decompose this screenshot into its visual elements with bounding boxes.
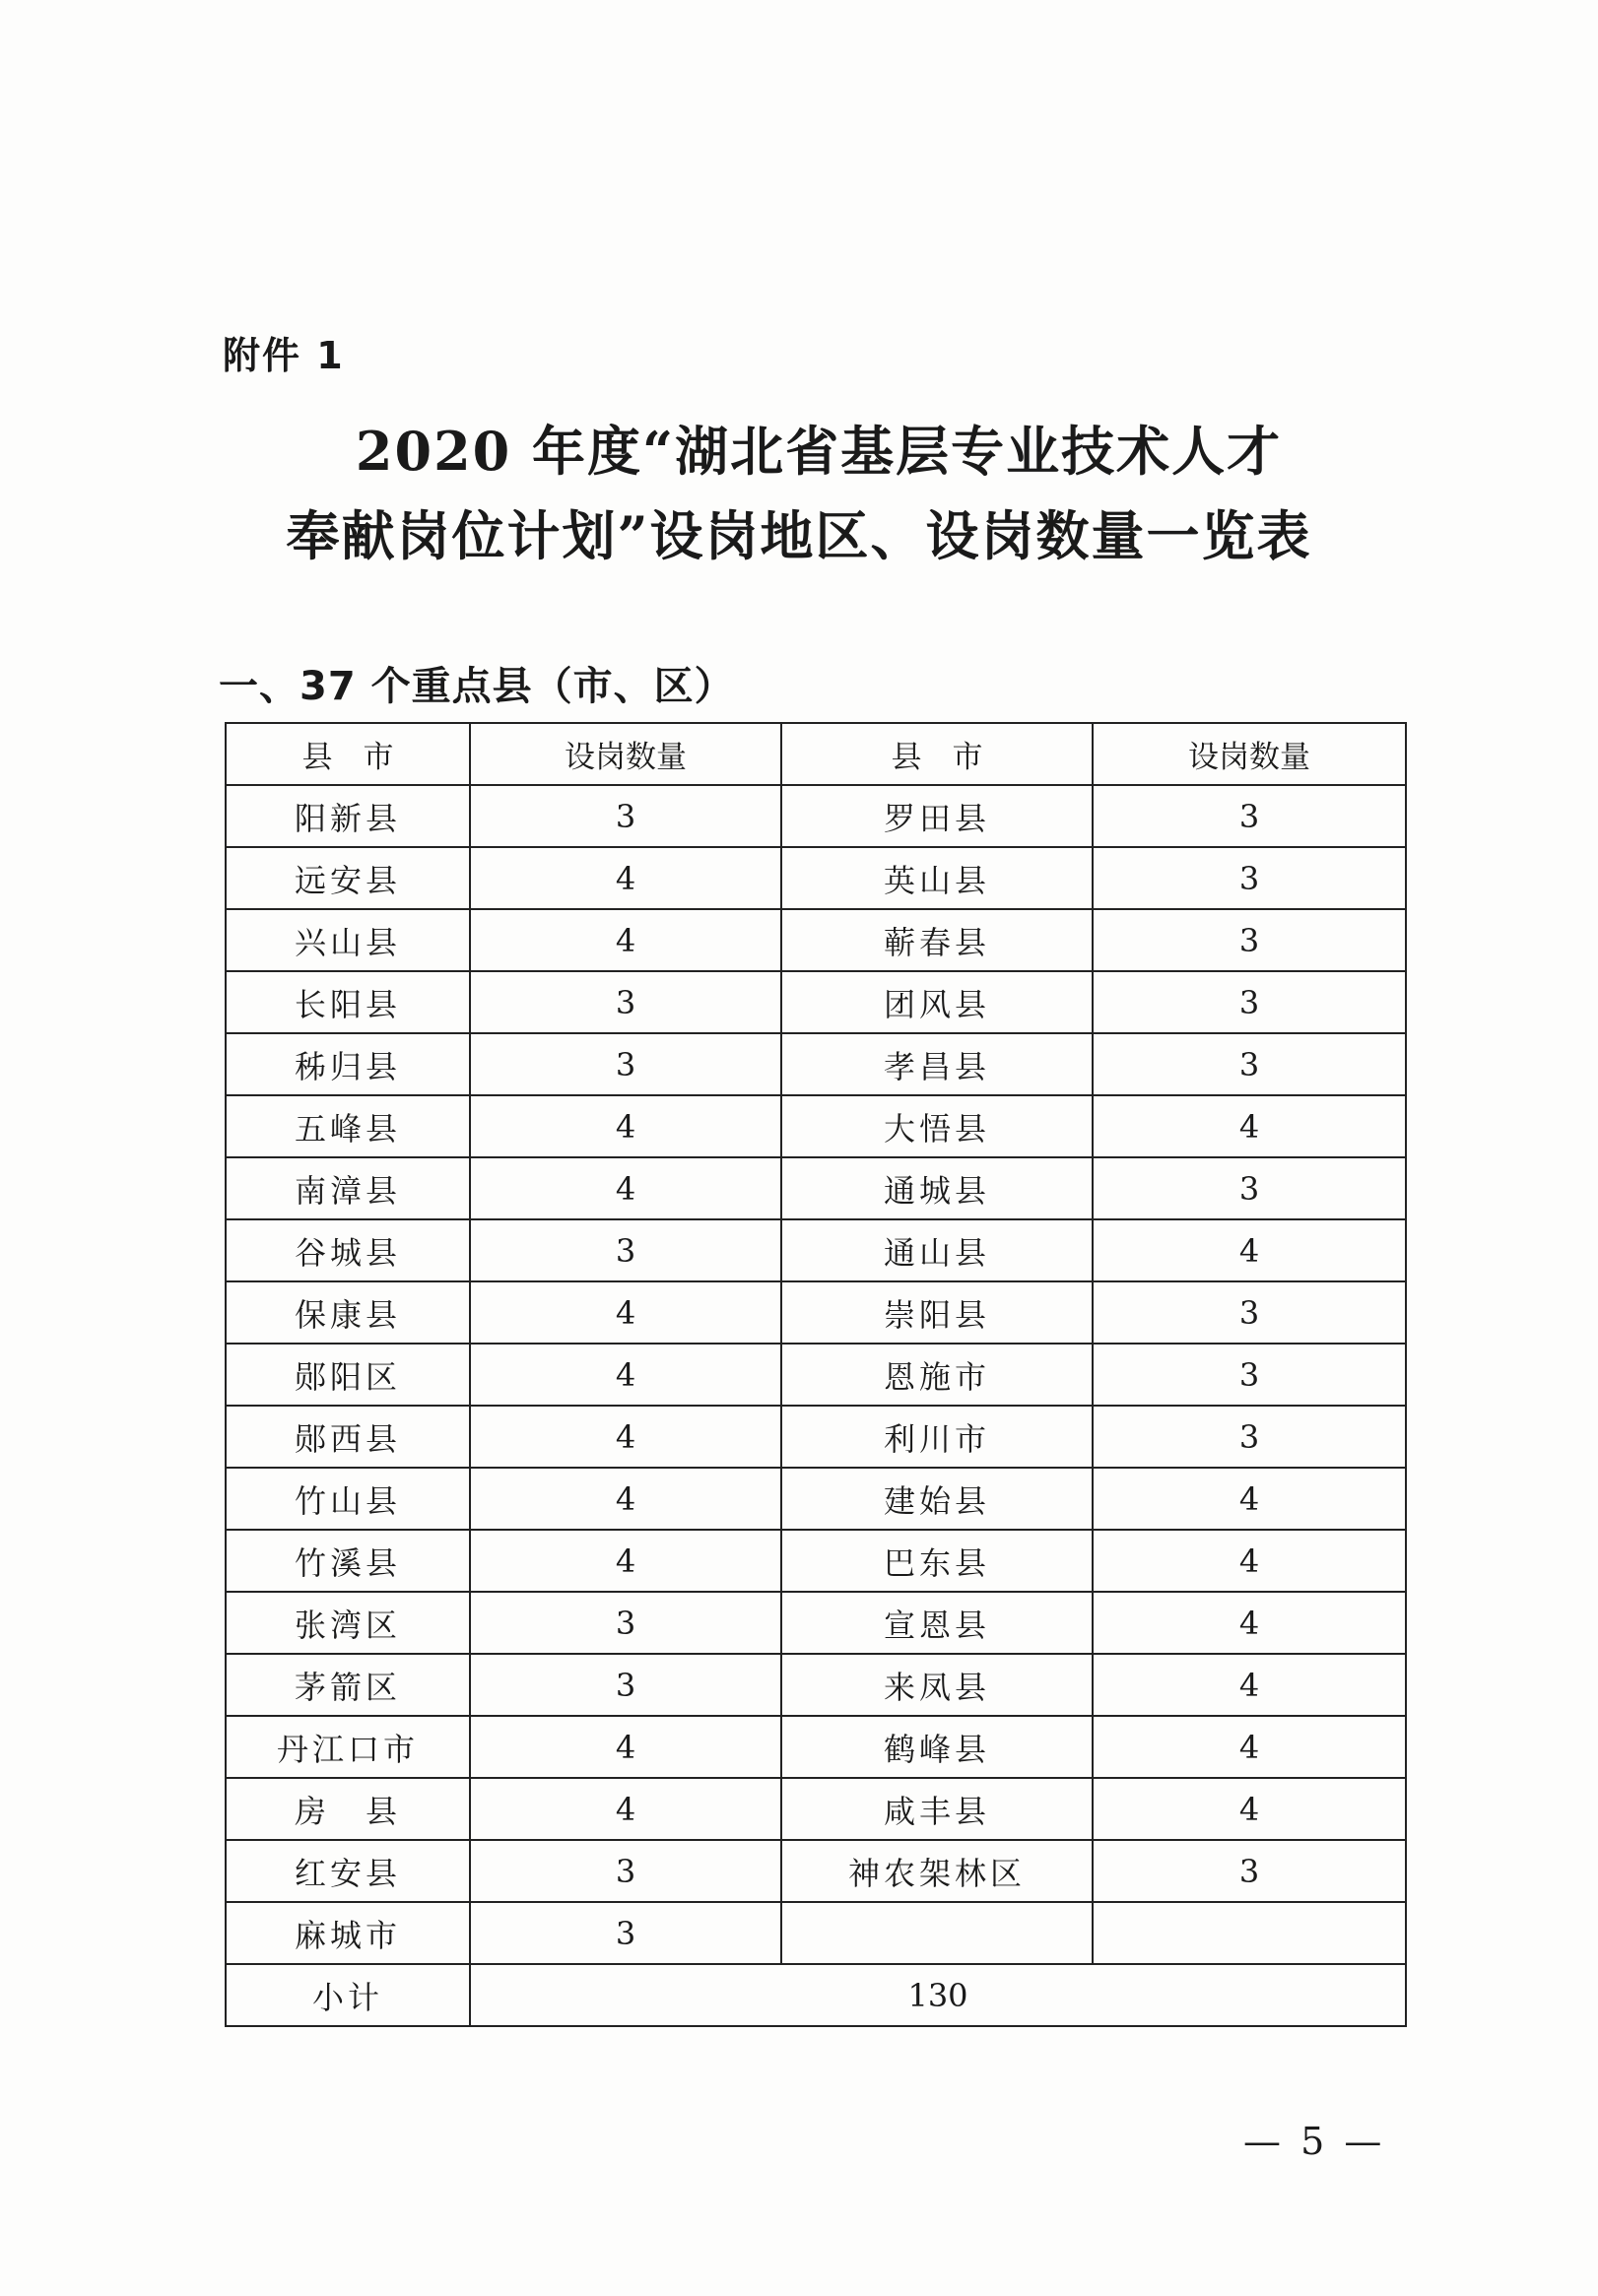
table-row [226, 1778, 1406, 1840]
county-left-cell: 竹山县 [226, 1468, 470, 1530]
quantity-left-cell: 4 [470, 1406, 781, 1468]
quantity-left-cell: 3 [470, 1592, 781, 1654]
county-right-cell: 罗田县 [781, 785, 1093, 847]
quantity-left-cell: 4 [470, 1778, 781, 1840]
county-left-cell: 兴山县 [226, 909, 470, 971]
county-right-cell: 宣恩县 [781, 1592, 1093, 1654]
quantity-left-cell: 3 [470, 1033, 781, 1095]
quantity-left-cell: 4 [470, 1095, 781, 1157]
table-row [226, 1344, 1406, 1406]
table-row [226, 1530, 1406, 1592]
quantity-right-cell: 3 [1093, 785, 1406, 847]
county-right-cell: 大悟县 [781, 1095, 1093, 1157]
quantity-right-cell: 3 [1093, 1406, 1406, 1468]
county-left-cell: 麻城市 [226, 1902, 470, 1964]
county-left-cell: 红安县 [226, 1840, 470, 1902]
quantity-right-cell: 3 [1093, 1840, 1406, 1902]
quantity-right-cell: 3 [1093, 971, 1406, 1033]
county-left-cell: 阳新县 [226, 785, 470, 847]
county-left-cell: 保康县 [226, 1281, 470, 1344]
header-county-right: 县 市 [781, 723, 1093, 785]
table-row [226, 1902, 1406, 1964]
quantity-left-cell: 3 [470, 1219, 781, 1281]
quantity-left-cell: 4 [470, 1157, 781, 1219]
positions-table [225, 722, 1407, 2027]
quantity-left-cell: 4 [470, 909, 781, 971]
table-row [226, 1468, 1406, 1530]
quantity-right-cell: 4 [1093, 1095, 1406, 1157]
quantity-right-cell: 3 [1093, 1344, 1406, 1406]
table-row [226, 785, 1406, 847]
table-row [226, 1219, 1406, 1281]
header-quantity-left: 设岗数量 [470, 723, 781, 785]
county-left-cell: 郧西县 [226, 1406, 470, 1468]
county-left-cell: 谷城县 [226, 1219, 470, 1281]
attachment-label: 附件 1 [223, 334, 345, 377]
quantity-left-cell: 4 [470, 1468, 781, 1530]
subtotal-row [226, 1964, 1406, 2026]
table-body [226, 723, 1406, 2026]
quantity-right-cell: 4 [1093, 1468, 1406, 1530]
quantity-left-cell: 4 [470, 1281, 781, 1344]
county-right-cell: 英山县 [781, 847, 1093, 909]
county-right-cell: 咸丰县 [781, 1778, 1093, 1840]
table-row [226, 1840, 1406, 1902]
quantity-right-cell: 4 [1093, 1592, 1406, 1654]
county-left-cell: 五峰县 [226, 1095, 470, 1157]
table-row [226, 1033, 1406, 1095]
table-row [226, 1157, 1406, 1219]
county-right-cell: 恩施市 [781, 1344, 1093, 1406]
county-left-cell: 郧阳区 [226, 1344, 470, 1406]
county-right-cell: 蕲春县 [781, 909, 1093, 971]
quantity-right-cell: 4 [1093, 1778, 1406, 1840]
header-county-left: 县 市 [226, 723, 470, 785]
quantity-left-cell: 4 [470, 1716, 781, 1778]
quantity-left-cell: 3 [470, 971, 781, 1033]
county-left-cell: 茅箭区 [226, 1654, 470, 1716]
quantity-right-cell: 4 [1093, 1530, 1406, 1592]
table-row [226, 909, 1406, 971]
county-left-cell: 长阳县 [226, 971, 470, 1033]
county-right-cell: 神农架林区 [781, 1840, 1093, 1902]
quantity-right-cell [1093, 1902, 1406, 1964]
table-row [226, 1654, 1406, 1716]
county-left-cell: 竹溪县 [226, 1530, 470, 1592]
county-right-cell: 团风县 [781, 971, 1093, 1033]
table-row [226, 1592, 1406, 1654]
quantity-left-cell: 3 [470, 1654, 781, 1716]
quantity-left-cell: 4 [470, 1344, 781, 1406]
county-right-cell [781, 1902, 1093, 1964]
header-quantity-right: 设岗数量 [1093, 723, 1406, 785]
table-header-row [226, 723, 1406, 785]
quantity-right-cell: 3 [1093, 847, 1406, 909]
county-left-cell: 丹江口市 [226, 1716, 470, 1778]
table-row [226, 1406, 1406, 1468]
county-left-cell: 秭归县 [226, 1033, 470, 1095]
section-heading: 一、37 个重点县（市、区） [219, 664, 735, 709]
county-left-cell: 远安县 [226, 847, 470, 909]
county-right-cell: 巴东县 [781, 1530, 1093, 1592]
county-right-cell: 建始县 [781, 1468, 1093, 1530]
quantity-right-cell: 3 [1093, 909, 1406, 971]
table-row [226, 847, 1406, 909]
table-row [226, 1281, 1406, 1344]
table-row [226, 1716, 1406, 1778]
subtotal-value: 130 [470, 1964, 1406, 2026]
document-title-line-2: 奉献岗位计划”设岗地区、设岗数量一览表 [286, 504, 1312, 567]
subtotal-label: 小计 [226, 1964, 470, 2026]
county-right-cell: 崇阳县 [781, 1281, 1093, 1344]
table-row [226, 1095, 1406, 1157]
page-number: — 5 — [1243, 2120, 1386, 2163]
county-right-cell: 通山县 [781, 1219, 1093, 1281]
quantity-left-cell: 3 [470, 1840, 781, 1902]
county-right-cell: 来凤县 [781, 1654, 1093, 1716]
quantity-right-cell: 4 [1093, 1219, 1406, 1281]
document-title-line-1: 2020 年度“湖北省基层专业技术人才 [355, 420, 1283, 483]
county-right-cell: 通城县 [781, 1157, 1093, 1219]
quantity-right-cell: 3 [1093, 1157, 1406, 1219]
quantity-left-cell: 3 [470, 785, 781, 847]
quantity-right-cell: 4 [1093, 1654, 1406, 1716]
quantity-right-cell: 4 [1093, 1716, 1406, 1778]
quantity-right-cell: 3 [1093, 1281, 1406, 1344]
quantity-left-cell: 4 [470, 1530, 781, 1592]
table-row [226, 971, 1406, 1033]
quantity-left-cell: 4 [470, 847, 781, 909]
quantity-left-cell: 3 [470, 1902, 781, 1964]
county-left-cell: 张湾区 [226, 1592, 470, 1654]
quantity-right-cell: 3 [1093, 1033, 1406, 1095]
county-right-cell: 鹤峰县 [781, 1716, 1093, 1778]
county-left-cell: 南漳县 [226, 1157, 470, 1219]
county-right-cell: 利川市 [781, 1406, 1093, 1468]
county-right-cell: 孝昌县 [781, 1033, 1093, 1095]
county-left-cell: 房 县 [226, 1778, 470, 1840]
